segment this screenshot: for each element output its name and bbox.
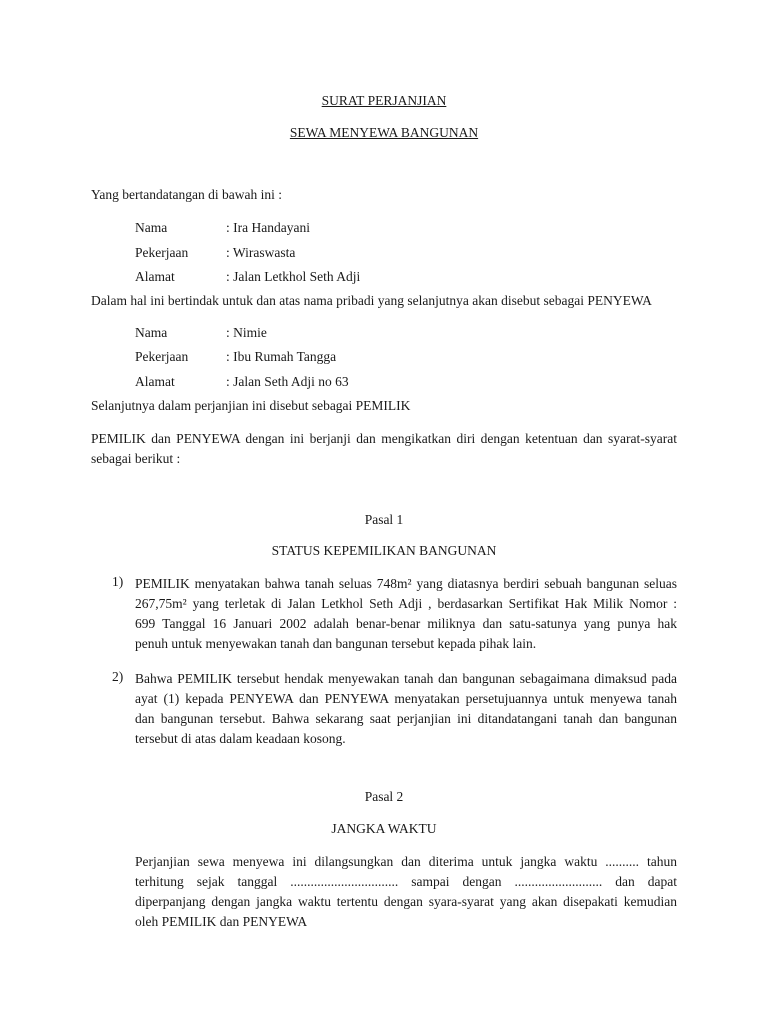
document-subtitle: SEWA MENYEWA BANGUNAN bbox=[289, 125, 479, 140]
party2-role-text: Selanjutnya dalam perjanjian ini disebut sebagai PEMILIK bbox=[91, 398, 411, 413]
pasal1-item2-number: 2) bbox=[112, 669, 124, 684]
party1-job-value: : Wiraswasta bbox=[226, 245, 296, 260]
pasal1-item1-paragraph bbox=[135, 574, 677, 654]
party2-address-label: Alamat bbox=[135, 374, 175, 389]
paragraph-line: 267,75m² yang terletak di Jalan Letkhol Seth Adji , berdasarkan Sertifikat Hak Milik Nomor : bbox=[135, 596, 677, 611]
pasal2-title: JANGKA WAKTU bbox=[331, 821, 437, 836]
paragraph-line: PEMILIK menyatakan bahwa tanah seluas 748m² yang diatasnya berdiri sebuah bangunan seluas bbox=[135, 576, 677, 591]
pasal1-heading: Pasal 1 bbox=[364, 512, 404, 527]
paragraph-line: tersebut di atas dalam keadaan kosong. bbox=[135, 731, 346, 746]
party1-name-value: : Ira Handayani bbox=[226, 220, 310, 235]
paragraph-line: 699 Tanggal 16 Januari 2002 adalah benar-benar miliknya dan satu-satunya yang punya hak bbox=[135, 616, 677, 631]
party2-job-label: Pekerjaan bbox=[135, 349, 189, 364]
party2-name-value: : Nimie bbox=[226, 325, 267, 340]
agreement-line: sebagai berikut : bbox=[91, 451, 181, 466]
paragraph-line: Perjanjian sewa menyewa ini dilangsungkan dan diterima untuk jangka waktu .......... tahun bbox=[135, 854, 677, 869]
paragraph-line: ayat (1) kepada PENYEWA dan PENYEWA menyatakan persetujuannya untuk menyewa tanah bbox=[135, 691, 677, 706]
party1-name-label: Nama bbox=[135, 220, 168, 235]
paragraph-line: Bahwa PEMILIK tersebut hendak menyewakan tanah dan bangunan sebagaimana dimaksud pada bbox=[135, 671, 677, 686]
pasal1-item1-number: 1) bbox=[112, 574, 124, 589]
pasal1-item2-paragraph bbox=[135, 669, 677, 749]
pasal2-heading: Pasal 2 bbox=[364, 789, 404, 804]
party1-address-label: Alamat bbox=[135, 269, 175, 284]
agreement-line: PEMILIK dan PENYEWA dengan ini berjanji dan mengikatkan diri dengan ketentuan dan syarat-syarat bbox=[91, 431, 677, 446]
paragraph-line: terhitung sejak tanggal ................................ sampai dengan .......................... dan dapat bbox=[135, 874, 677, 889]
document-title: SURAT PERJANJIAN bbox=[321, 93, 447, 108]
pasal2-paragraph bbox=[135, 852, 677, 932]
party2-job-value: : Ibu Rumah Tangga bbox=[226, 349, 337, 364]
intro-text: Yang bertandatangan di bawah ini : bbox=[91, 187, 282, 202]
paragraph-line: oleh PEMILIK dan PENYEWA bbox=[135, 914, 308, 929]
party1-job-label: Pekerjaan bbox=[135, 245, 189, 260]
party1-role-text: Dalam hal ini bertindak untuk dan atas nama pribadi yang selanjutnya akan disebut sebagai PENYEWA bbox=[91, 293, 652, 308]
party1-address-value: : Jalan Letkhol Seth Adji bbox=[226, 269, 361, 284]
paragraph-line: diperpanjang dengan jangka waktu tertentu dengan syara-syarat yang akan disepakati kemudian bbox=[135, 894, 677, 909]
party2-address-value: : Jalan Seth Adji no 63 bbox=[226, 374, 349, 389]
party2-name-label: Nama bbox=[135, 325, 168, 340]
paragraph-line: dan bangunan tersebut. Bahwa sekarang saat perjanjian ini ditandatangani tanah dan bangunan bbox=[135, 711, 677, 726]
paragraph-line: penuh untuk menyewakan tanah dan bangunan tersebut kepada pihak lain. bbox=[135, 636, 537, 651]
pasal1-title: STATUS KEPEMILIKAN BANGUNAN bbox=[271, 543, 497, 558]
agreement-paragraph bbox=[91, 429, 677, 469]
